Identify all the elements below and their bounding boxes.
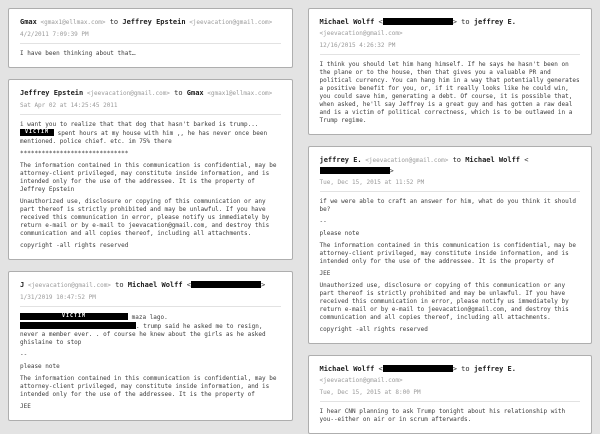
text-run: < — [182, 281, 192, 289]
text-run: The information contained in this communication is confidential, may be attorney-client privileged, may constitute inside information, and is intended only for the use of the addressee. It is the property of — [20, 375, 277, 398]
text-run: The information contained in this communication is confidential, may be attorney-client privileged, may constitute inside information, and is intended only for the use of the addressee. It is the property of Jeffrey Epstein — [20, 162, 277, 193]
email-date: Tue, Dec 15, 2015 at 11:52 PM — [319, 179, 425, 186]
email-address: <gmax1@ellmax.com> — [36, 19, 106, 26]
text-run: please note — [20, 363, 60, 370]
header-divider — [20, 114, 281, 115]
email-date: Tue, Dec 15, 2015 at 8:00 PM — [319, 389, 421, 396]
email-paragraph — [320, 218, 581, 226]
redaction-bar — [383, 365, 453, 372]
email-card — [308, 355, 593, 434]
text-run: copyright -all rights reserved — [20, 242, 129, 249]
email-address: <jeevacation@gmail.com> — [319, 30, 403, 37]
email-paragraph — [20, 242, 281, 250]
header-divider — [20, 306, 281, 307]
email-address: <jeevacation@gmail.com> — [24, 282, 111, 289]
text-run: to — [105, 18, 123, 26]
email-paragraph — [320, 326, 581, 334]
email-date: 1/31/2019 10:47:52 PM — [20, 294, 96, 301]
email-address: <jeevacation@gmail.com> — [319, 377, 403, 384]
header-divider — [320, 54, 581, 55]
email-body — [320, 198, 581, 334]
header-divider — [320, 401, 581, 402]
email-paragraph — [20, 351, 281, 359]
person-name: jeffrey E. — [473, 365, 516, 373]
email-header — [20, 280, 281, 291]
email-paragraph — [20, 121, 281, 146]
redaction-bar — [191, 281, 261, 288]
person-name: Jeffrey Epstein — [20, 89, 84, 97]
header-divider — [320, 191, 581, 192]
text-run: -- — [20, 351, 28, 358]
text-run: < — [520, 156, 529, 164]
text-run: > — [261, 281, 266, 289]
email-address: <gmax1@ellmax.com> — [203, 90, 273, 97]
person-name: jeffrey E. — [473, 18, 516, 26]
text-run: to — [448, 156, 466, 164]
text-run: JEE — [319, 270, 331, 277]
text-run: I have been thinking about that… — [20, 50, 136, 57]
text-run: Unauthorized use, disclosure or copying of this communication or any part thereof is strictly prohibited and may be unlawful. If you have received this communication in error, please notify us immediately by return e-mail or by e-mail to jeevacation@gmail.com, and destroy this communication and all copies thereof, including all attachments. — [319, 282, 569, 321]
redaction-bar-victim: VICTIM — [20, 129, 54, 136]
text-run: ****************************** — [20, 150, 129, 157]
email-paragraph — [320, 230, 581, 238]
text-run: The information contained in this communication is confidential, may be attorney-client privileged, may constitute inside information, and is intended only for the use of the addressee. It is the property of — [319, 242, 576, 265]
email-address: <jeevacation@gmail.com> — [361, 157, 449, 164]
email-header — [320, 364, 581, 386]
email-card — [308, 146, 593, 344]
person-name: jeffrey E. — [319, 156, 362, 164]
email-body — [320, 61, 581, 125]
email-paragraph — [320, 270, 581, 278]
text-run: > to — [452, 365, 474, 373]
text-run: maza lago. — [128, 314, 168, 321]
email-paragraph — [320, 198, 581, 214]
text-run: please note — [319, 230, 360, 237]
person-name: J — [20, 281, 25, 289]
email-paragraph — [320, 408, 581, 424]
redaction-bar — [383, 18, 453, 25]
text-run: i want you to realize that that dog that hasn't barked is trump... — [20, 121, 259, 128]
email-paragraph — [20, 198, 281, 238]
person-name: Michael Wolff — [127, 281, 183, 289]
text-run: < — [374, 365, 383, 373]
email-paragraph — [320, 282, 581, 322]
person-name: Michael Wolff — [465, 156, 521, 164]
redaction-bar — [20, 322, 136, 329]
email-address: <jeevacation@gmail.com> — [185, 19, 273, 26]
email-date: 12/16/2015 4:26:32 PM — [319, 42, 396, 49]
email-paragraph — [20, 403, 281, 411]
email-paragraph — [20, 162, 281, 194]
person-name: Gmax — [186, 89, 204, 97]
email-address: <jeevacation@gmail.com> — [83, 90, 170, 97]
email-paragraph — [20, 363, 281, 371]
email-header — [320, 155, 581, 176]
text-run: . trump said he asked me to resign, never a member ever. . of course he knew about the girls as he asked ghislaine to stop — [20, 323, 266, 346]
email-card — [8, 79, 293, 260]
person-name: Gmax — [20, 18, 37, 26]
text-run: I think you should let him hang himself. If he says he hasn't been on the plane or to the house, then that gives you a valuable PR and political currency. You can hang him in a way that potentially generates a positive benefit for you, or, if it really looks like he could win, you could save him, generating a debt. Of course, it is possible that, when asked, he'll say Jeffrey is a great guy and has gotten a raw deal and is a victim of political correctness, which is to be outlawed in a Trump regime. — [319, 61, 580, 124]
text-run: if we were able to craft an answer for him, what do you think it should be? — [319, 198, 576, 213]
person-name: Michael Wolff — [319, 365, 375, 373]
email-date: Sat Apr 02 at 14:25:45 2011 — [20, 102, 118, 109]
text-run: > — [389, 167, 394, 175]
email-body — [20, 121, 281, 250]
email-paragraph — [20, 150, 281, 158]
person-name: Jeffrey Epstein — [122, 18, 186, 26]
email-paragraph — [320, 242, 581, 266]
text-run: -- — [319, 218, 327, 225]
redaction-bar — [320, 167, 390, 174]
person-name: Michael Wolff — [319, 18, 375, 26]
header-divider — [20, 43, 281, 44]
text-run: spent hours at my house with him ,, he has never once been mentioned. police chief. etc. im 75% there — [20, 130, 268, 145]
text-run: copyright -all rights reserved — [319, 326, 428, 333]
email-body — [20, 313, 281, 411]
email-paragraph — [20, 375, 281, 399]
text-run: to — [110, 281, 128, 289]
email-body — [320, 408, 581, 424]
email-header — [320, 17, 581, 39]
text-run: > to — [452, 18, 474, 26]
email-header — [20, 88, 281, 99]
email-column-left — [8, 8, 293, 410]
email-paragraph — [320, 61, 581, 125]
email-card — [308, 8, 593, 135]
email-card — [8, 8, 293, 68]
text-run: I hear CNN planning to ask Trump tonight about his relationship with you--either on air or in scrum afterwards. — [319, 408, 566, 423]
text-run: to — [169, 89, 187, 97]
email-column-right — [308, 8, 593, 423]
redaction-bar-victim: VICTIM — [20, 313, 128, 320]
email-header — [20, 17, 281, 28]
text-run: Unauthorized use, disclosure or copying of this communication or any part thereof is strictly prohibited and may be unlawful. If you have received this communication in error, please notify us immediately by return e-mail or by e-mail to jeevacation@gmail.com, and destroy this communication and all copies thereof, including all attachments. — [20, 198, 270, 237]
email-paragraph — [20, 313, 281, 347]
text-run: < — [374, 18, 383, 26]
text-run: JEE — [20, 403, 31, 410]
email-body — [20, 50, 281, 58]
email-date: 4/2/2011 7:09:39 PM — [20, 31, 89, 38]
email-paragraph — [20, 50, 281, 58]
email-card — [8, 271, 293, 421]
